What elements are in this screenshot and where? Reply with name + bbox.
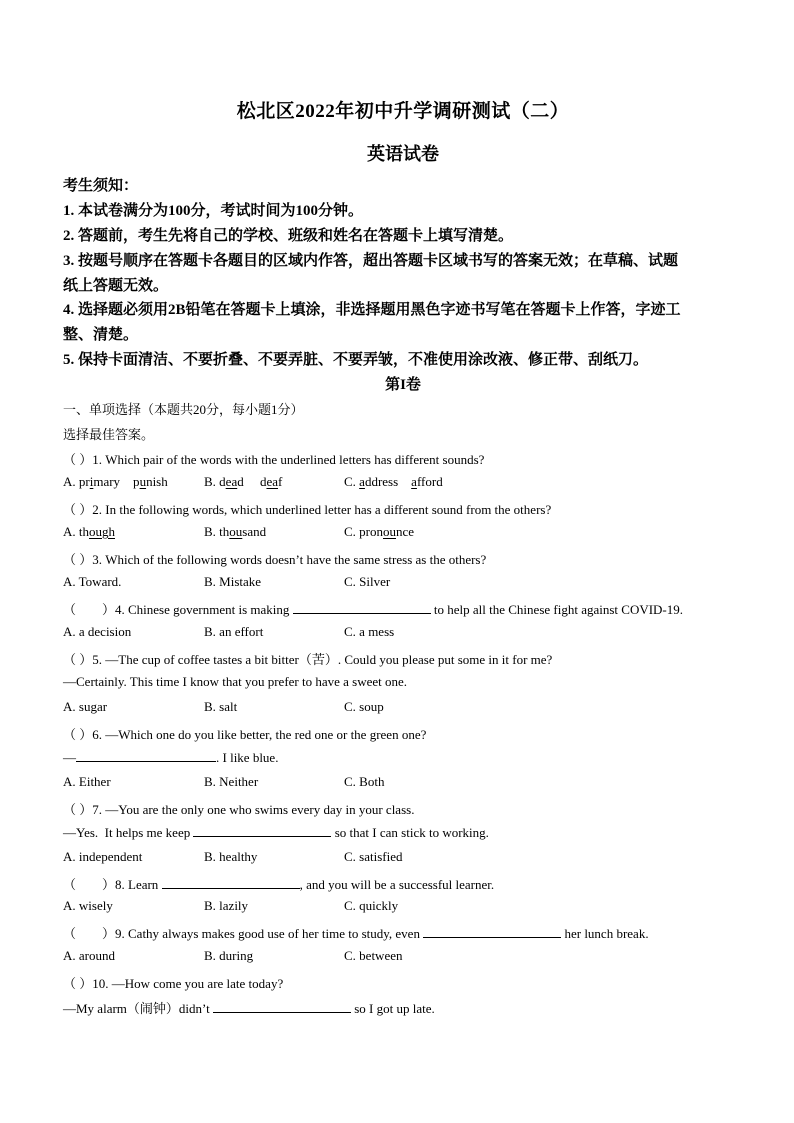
question-4-option-b: B. an effort	[204, 624, 264, 639]
part-heading: 一、单项选择（本题共20分，每小题1分）	[63, 402, 304, 417]
question-7-reply: —Yes. It helps me keep so that I can stick to working.	[63, 825, 489, 840]
volume-heading: 第I卷	[385, 377, 421, 393]
question-6-option-b: B. Neither	[204, 774, 259, 789]
question-2-option-c: C. pronounce	[344, 524, 415, 539]
answer-blank	[162, 876, 300, 889]
notice-item-3: 3. 按题号顺序在答题卡各题目的区域内作答，超出答题卡区域书写的答案无效；在草稿、试题	[63, 253, 679, 269]
answer-blank	[423, 925, 561, 938]
question-5-reply: —Certainly. This time I know that you prefer to have a sweet one.	[63, 674, 408, 689]
question-9-stem: （ ）9. Cathy always makes good use of her time to study, even her lunch break.	[63, 926, 649, 941]
answer-blank	[76, 749, 216, 762]
exam-subtitle: 英语试卷	[367, 144, 439, 164]
question-1-option-c: C. address afford	[344, 474, 443, 489]
question-3-stem: （ ）3. Which of the following words doesn’t have the same stress as the others?	[63, 552, 487, 567]
question-6-stem: （ ）6. —Which one do you like better, the red one or the green one?	[63, 727, 427, 742]
question-5-option-b: B. salt	[204, 699, 238, 714]
question-8-option-c: C. quickly	[344, 898, 399, 913]
question-2-stem: （ ）2. In the following words, which underlined letter has a different sound from the others?	[63, 502, 552, 517]
answer-blank	[213, 1000, 351, 1013]
notice-item-1: 1. 本试卷满分为100分，考试时间为100分钟。	[63, 203, 364, 219]
notice-item-2: 2. 答题前，考生先将自己的学校、班级和姓名在答题卡上填写清楚。	[63, 228, 514, 244]
question-1-option-a: A. primary punish	[63, 474, 168, 489]
question-8-option-a: A. wisely	[63, 898, 113, 913]
question-10-reply: —My alarm（闹钟）didn’t so I got up late.	[63, 1001, 435, 1016]
notice-item-4-cont: 整、清楚。	[63, 327, 139, 343]
question-10-stem: （ ）10. —How come you are late today?	[63, 976, 284, 991]
question-7-option-b: B. healthy	[204, 849, 258, 864]
notice-heading: 考生须知：	[63, 178, 139, 194]
question-4-option-a: A. a decision	[63, 624, 132, 639]
notice-item-5: 5. 保持卡面清洁、不要折叠、不要弄脏、不要弄皱，不准使用涂改液、修正带、刮纸刀。	[63, 352, 649, 368]
question-9-option-b: B. during	[204, 948, 254, 963]
question-3-option-a: A. Toward.	[63, 574, 122, 589]
question-6-reply: — . I like blue.	[63, 750, 279, 765]
question-6-option-a: A. Either	[63, 774, 111, 789]
notice-item-4: 4. 选择题必须用2B铅笔在答题卡上填涂，非选择题用黑色字迹书写笔在答题卡上作答，字迹工	[63, 302, 681, 318]
question-5-option-a: A. sugar	[63, 699, 108, 714]
question-4-option-c: C. a mess	[344, 624, 395, 639]
question-6-option-c: C. Both	[344, 774, 385, 789]
question-9-option-a: A. around	[63, 948, 115, 963]
question-7-stem: （ ）7. —You are the only one who swims every day in your class.	[63, 802, 415, 817]
exam-title: 松北区2022年初中升学调研测试（二）	[236, 101, 570, 122]
question-9-option-c: C. between	[344, 948, 403, 963]
question-5-option-c: C. soup	[344, 699, 384, 714]
notice-item-3-cont: 纸上答题无效。	[63, 278, 169, 294]
answer-blank	[193, 824, 331, 837]
question-8-stem: （ ）8. Learn , and you will be a successful learner.	[63, 877, 495, 892]
question-1-option-b: B. dead deaf	[204, 474, 283, 489]
question-2-option-b: B. thousand	[204, 524, 267, 539]
question-5-stem: （ ）5. —The cup of coffee tastes a bit bitter（苦）. Could you please put some in it for me?	[63, 652, 553, 667]
question-4-stem: （ ）4. Chinese government is making to help all the Chinese fight against COVID-19.	[63, 602, 684, 617]
answer-blank	[293, 601, 431, 614]
instruction: 选择最佳答案。	[63, 427, 155, 442]
question-1-stem: （ ）1. Which pair of the words with the underlined letters has different sounds?	[63, 452, 485, 467]
question-3-option-c: C. Silver	[344, 574, 391, 589]
question-2-option-a: A. though	[63, 524, 115, 539]
question-7-option-a: A. independent	[63, 849, 143, 864]
question-7-option-c: C. satisfied	[344, 849, 403, 864]
question-3-option-b: B. Mistake	[204, 574, 262, 589]
question-8-option-b: B. lazily	[204, 898, 249, 913]
